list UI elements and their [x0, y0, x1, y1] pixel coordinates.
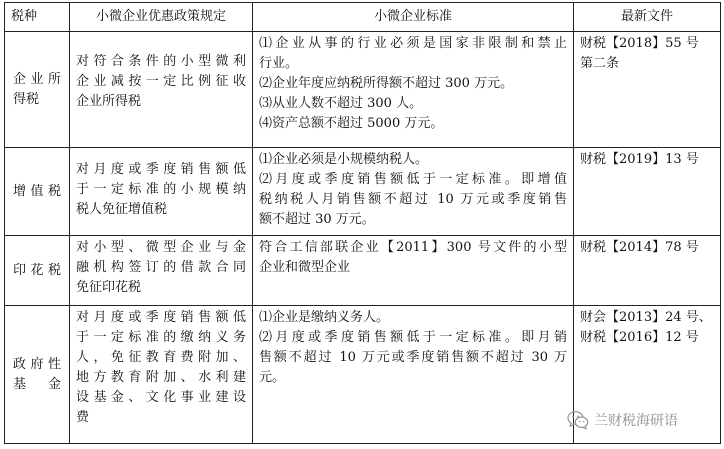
- standard-line: ⑴企业从事的行业必须是国家非限制和禁止: [259, 36, 567, 51]
- policy-line: 企业减按一定比例征收: [76, 74, 246, 89]
- standard-line: 企业和微型企业: [259, 260, 351, 275]
- document-line: 财税【2019】13 号: [580, 152, 699, 167]
- tax-type-cell: [5, 236, 70, 306]
- document-cell: [574, 32, 721, 148]
- standard-line: ⑵企业年度应纳税所得额不超过 300 万元。: [259, 76, 514, 91]
- policy-cell: [70, 236, 253, 306]
- standard-line: 售额不超过 10 万元或季度销售额不超过 30 万: [259, 350, 567, 365]
- standard-line: 税纳税人月销售额不超过 10 万元或季度销售: [259, 192, 567, 207]
- document-line: 第二条: [580, 56, 620, 71]
- standard-line: 符合工信部联企业【2011】300 号文件的小型: [259, 240, 567, 255]
- standard-cell: [253, 236, 574, 306]
- policy-line: 于一定标准的缴纳义务: [76, 330, 246, 345]
- standard-cell: [253, 306, 574, 444]
- policy-line: 费: [76, 410, 90, 425]
- policy-line: 地方教育附加、水利建: [76, 370, 246, 385]
- policy-cell: [70, 32, 253, 148]
- header-tax-type: 税种: [5, 3, 70, 32]
- header-policy: 小微企业优惠政策规定: [70, 3, 253, 32]
- table-row-income-tax: [5, 32, 721, 148]
- header-standard: 小微企业标准: [253, 3, 574, 32]
- policy-line: 对月度或季度销售额低: [76, 162, 246, 177]
- policy-line: 对符合条件的小型微利: [76, 54, 246, 69]
- document-cell: [574, 148, 721, 236]
- policy-line: 企业所得税: [76, 94, 142, 109]
- policy-line: 对月度或季度销售额低: [76, 310, 246, 325]
- policy-line: 税人免征增值税: [76, 202, 168, 217]
- standard-line: ⑴企业是缴纳义务人。: [259, 310, 390, 325]
- document-line: 财税【2014】78 号: [580, 240, 699, 255]
- wechat-icon: [567, 410, 589, 430]
- policy-cell: [70, 148, 253, 236]
- policy-line: 融机构签订的借款合同: [76, 260, 246, 275]
- policy-line: 设基金、文化事业建设: [76, 390, 246, 405]
- tax-type-cell: [5, 148, 70, 236]
- policy-cell: [70, 306, 253, 444]
- document-line: 财会【2013】24 号、: [580, 310, 712, 325]
- header-document: 最新文件: [574, 3, 721, 32]
- policy-line: 对小型、微型企业与金: [76, 240, 246, 255]
- document-line: 财税【2016】12 号: [580, 330, 699, 345]
- standard-line: ⑵月度或季度销售额低于一定标准。即月销: [259, 330, 567, 345]
- tax-type-line: 企业所: [13, 71, 61, 87]
- tax-type-line: 印花税: [13, 262, 61, 278]
- policy-line: 免征印花税: [76, 280, 142, 295]
- policy-line: 人，免征教育费附加、: [76, 350, 246, 365]
- policy-line: 于一定标准的小规模纳: [76, 182, 246, 197]
- watermark: [567, 409, 678, 431]
- tax-type-cell: [5, 306, 70, 444]
- header-row: [5, 3, 721, 32]
- standard-line: 行业。: [259, 56, 299, 71]
- document-cell: [574, 236, 721, 306]
- tax-type-line: 得税: [13, 91, 40, 107]
- standard-line: 元。: [259, 370, 286, 385]
- table-row-stamp-tax: [5, 236, 721, 306]
- standard-line: ⑵月度或季度销售额低于一定标准。即增值: [259, 172, 567, 187]
- tax-type-line: 增值税: [13, 183, 61, 199]
- standard-cell: [253, 32, 574, 148]
- standard-line: ⑶从业人数不超过 300 人。: [259, 96, 423, 111]
- watermark-text: 兰财税海研语: [594, 413, 678, 429]
- tax-type-cell: [5, 32, 70, 148]
- tax-policy-table: [4, 2, 721, 444]
- document-line: 财税【2018】55 号: [580, 36, 699, 51]
- tax-type-line: 基金: [13, 376, 61, 392]
- standard-cell: [253, 148, 574, 236]
- table-row-vat: [5, 148, 721, 236]
- standard-line: ⑷资产总额不超过 5000 万元。: [259, 116, 444, 131]
- standard-line: ⑴企业必须是小规模纳税人。: [259, 152, 429, 167]
- tax-type-line: 政府性: [13, 356, 61, 372]
- standard-line: 额不超过 30 万元。: [259, 212, 375, 227]
